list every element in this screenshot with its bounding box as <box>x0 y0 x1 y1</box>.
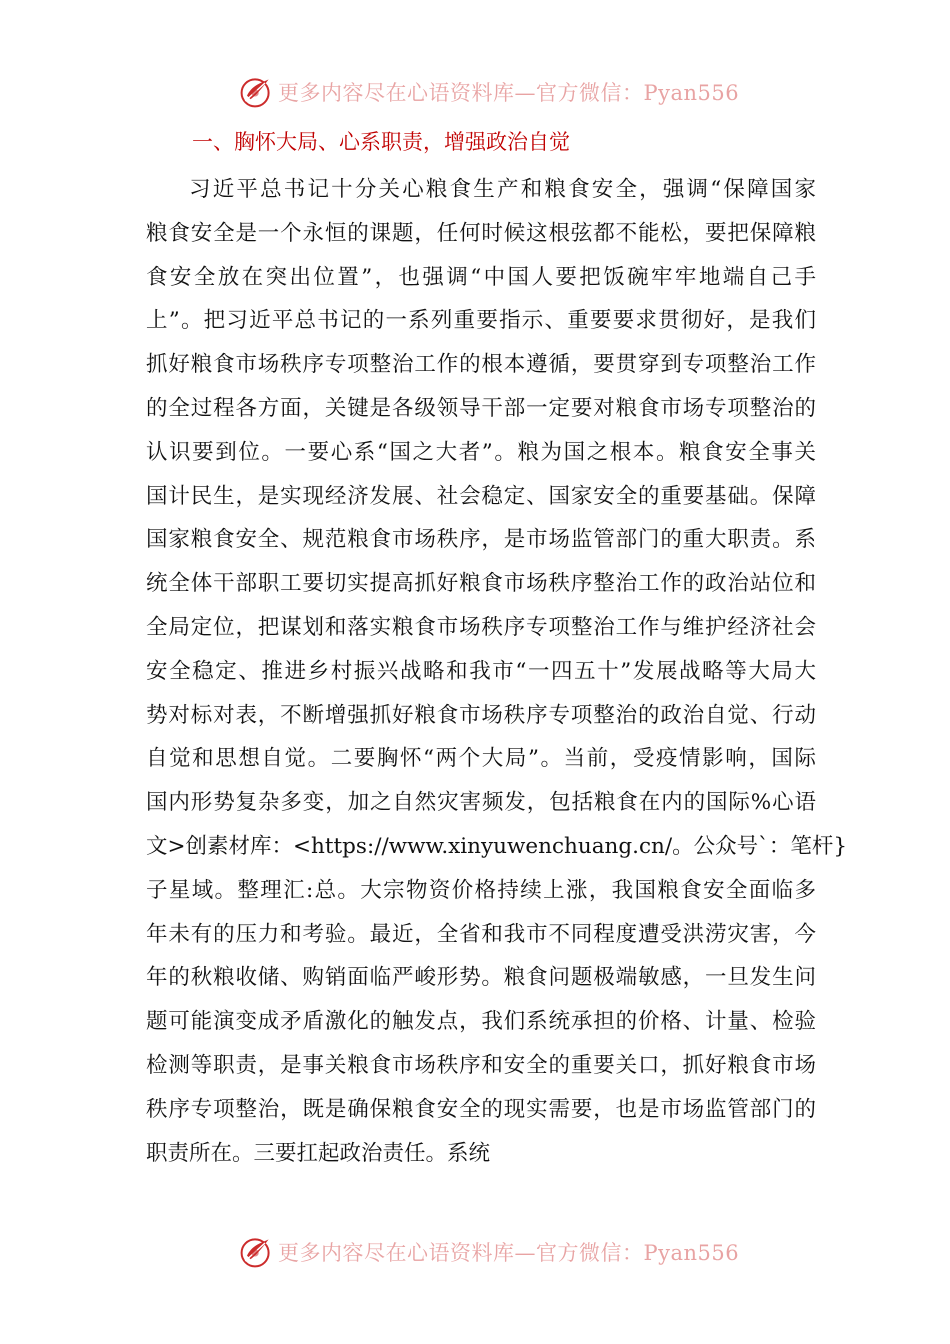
body-line: 子星域。整理汇:总。大宗物资价格持续上涨，我国粮食安全面临多 <box>146 877 816 903</box>
body-line: 文>创素材库：<https://www.xinyuwenchuang.cn/。公众号`：笔杆} <box>146 833 848 859</box>
body-line: 国家粮食安全、规范粮食市场秩序，是市场监管部门的重大职责。系 <box>146 527 816 553</box>
body-line: 国内形势复杂多变，加之自然灾害频发，包括粮食在内的国际%心语 <box>146 790 816 816</box>
body-line: 食安全放在突出位置”，也强调“中国人要把饭碗牢牢地端自己手 <box>146 264 816 290</box>
body-line: 全局定位，把谋划和落实粮食市场秩序专项整治工作与维护经济社会 <box>146 614 816 640</box>
body-line: 职责所在。三要扛起政治责任。系统 <box>146 1140 491 1166</box>
watermark-banner-top <box>238 72 739 112</box>
section-heading: 一、胸怀大局、心系职责，增强政治自觉 <box>192 130 570 154</box>
body-line: 安全稳定、推进乡村振兴战略和我市“一四五十”发展战略等大局大 <box>146 658 816 684</box>
body-text <box>146 168 848 1175</box>
body-line: 的全过程各方面，关键是各级领导干部一定要对粮食市场专项整治的 <box>146 395 816 421</box>
body-line: 抓好粮食市场秩序专项整治工作的根本遵循，要贯穿到专项整治工作 <box>146 352 816 378</box>
body-line: 题可能演变成矛盾激化的触发点，我们系统承担的价格、计量、检验 <box>146 1009 816 1035</box>
body-line: 秩序专项整治，既是确保粮食安全的现实需要，也是市场监管部门的 <box>146 1096 816 1122</box>
body-line: 势对标对表，不断增强抓好粮食市场秩序专项整治的政治自觉、行动 <box>146 702 816 728</box>
body-line: 粮食安全是一个永恒的课题，任何时候这根弦都不能松，要把保障粮 <box>146 220 816 246</box>
banner-text: 更多内容尽在心语资料库—官方微信：Pyan556 <box>278 81 740 105</box>
logo-icon <box>238 1234 274 1270</box>
banner-text: 更多内容尽在心语资料库—官方微信：Pyan556 <box>278 1241 740 1265</box>
watermark-banner-bottom <box>238 1232 739 1272</box>
body-line: 年的秋粮收储、购销面临严峻形势。粮食问题极端敏感，一旦发生问 <box>146 965 816 991</box>
body-line: 认识要到位。一要心系“国之大者”。粮为国之根本。粮食安全事关 <box>146 439 816 465</box>
body-line: 上”。把习近平总书记的一系列重要指示、重要要求贯彻好，是我们 <box>146 308 816 334</box>
body-line: 年未有的压力和考验。最近，全省和我市不同程度遭受洪涝灾害，今 <box>146 921 816 947</box>
body-line: 习近平总书记十分关心粮食生产和粮食安全，强调“保障国家 <box>189 177 816 202</box>
body-line: 自觉和思想自觉。二要胸怀“两个大局”。当前，受疫情影响，国际 <box>146 746 816 772</box>
body-line: 统全体干部职工要切实提高抓好粮食市场秩序整治工作的政治站位和 <box>146 571 816 597</box>
logo-icon <box>238 74 274 110</box>
body-line: 国计民生，是实现经济发展、社会稳定、国家安全的重要基础。保障 <box>146 483 816 509</box>
body-line: 检测等职责，是事关粮食市场秩序和安全的重要关口，抓好粮食市场 <box>146 1052 816 1078</box>
